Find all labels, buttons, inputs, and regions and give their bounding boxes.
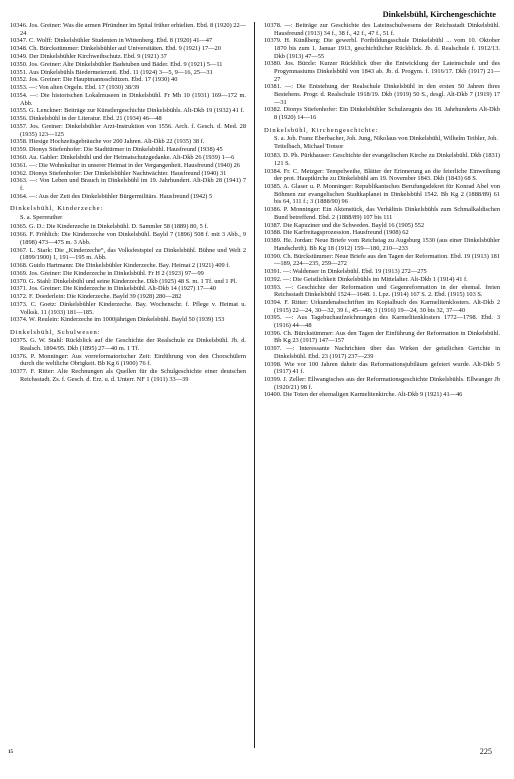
section-heading: Dinkelsbühl, Kinderzeche: bbox=[10, 205, 104, 213]
bibliography-entry: 10390. Ch. Bürckstümmer: Neue Briefe aus den Tagen der Reformation. Ebd. 19 (1913) 181—189, 224—235, 259—272 bbox=[264, 252, 500, 268]
section-see-also: S. a. Sperreuther bbox=[20, 213, 63, 221]
bibliography-entry: 10391. —: Waldenser in Dinkelsbühl. Ebd. 19 (1913) 272—275 bbox=[264, 267, 427, 275]
bibliography-entry: 10346. Jos. Greiner: Was die armen Pfründner im Spital früher erhielten. Ebd. 8 (1920) 22—24 bbox=[10, 22, 246, 37]
bibliography-entry: 10389. He. Jordan: Neue Briefe vom Reichstag zu Augsburg 1530 (aus einer Dinkelsbühler Handschrift). Bb Kg 18 (1912) 159—180, 210—233 bbox=[264, 237, 500, 252]
bibliography-entry: 10352. Jos. Greiner: Die Hauptmannsschützen. Ebd. 17 (1930) 40 bbox=[10, 76, 178, 84]
bibliography-entry: 10350. Jos. Greiner: Alte Dinkelsbühler Badstuben und Bäder. Ebd. 9 (1921) 5—11 bbox=[10, 60, 223, 68]
bibliography-entry: 10370. G. Stahl: Dinkelsbühl und seine Kinderzeche. Dkb (1925) 48 S. m. 1 Tf. und 1 Pl. bbox=[10, 277, 237, 285]
bibliography-entry: 10398. Wie vor 100 Jahren daheir das Reformationsjubiläum gefeiert wurde. Alt-Dkb 5 (1917) 41 f. bbox=[264, 360, 500, 376]
section-heading: Dinkelsbühl, Kirchengeschichte: bbox=[264, 126, 379, 134]
bibliography-entry: 10369. Jos. Greiner: Die Kinderzeche in Dinkelsbühl. Fr H 2 (1923) 97—99 bbox=[10, 269, 204, 277]
bibliography-entry: 10395. —: Aus Tagebuchaufzeichnungen des Karmelitenklosters 1772—1798. Ebd. 3 (1916) 44—48 bbox=[264, 314, 500, 329]
bibliography-entry: 10375. G. W. Stahl: Rückblick auf die Geschichte der Realschule zu Dinkelsbühl. Jb. d. Realsch. 1894/95. Dkb (1895) 27—40 m. 1 Tf. bbox=[10, 337, 246, 353]
entries-group bbox=[10, 337, 246, 383]
bibliography-entry: 10399. J. Zeller: Ellwangisches aus der Reformationsgeschichte Dinkelsbühls. Ellwanger Jb (1920/21) 98 f. bbox=[264, 375, 500, 391]
bibliography-entry: 10356. Dinkelsbühl in der Literatur. Ebd. 21 (1934) 46—48 bbox=[10, 115, 162, 123]
bibliography-entry: 10386. P. Monninger: Ein Aktenstück, das Verhältnis Dinkelsbühls zum Schmalkaldischen Bund betreffend. Ebd. 2 (1888/89) 107 bis 111 bbox=[264, 206, 500, 221]
section-see-also: S. a. Joh. Franz Eberbacher, Joh. Jung, Nikolaus von Dinkelsbühl, Wilhelm Teibler, Joh. Tettelbach, Michael Tonsor bbox=[274, 135, 498, 150]
entries-group bbox=[264, 152, 500, 399]
bibliography-entry: 10374. W. Reulein: Kinderzeche im 1000jährigen Dinkelsbühl. Bayld 50 (1939) 153 bbox=[10, 316, 225, 324]
bibliography-entry: 10376. P. Monninger: Aus vorreformatorischer Zeit: Einführung von den Chorschülern durch die weltliche Obrigkeit. Bb Kg 6 (1900) 76 f. bbox=[10, 352, 246, 368]
bibliography-entry: 10363. —: Von Leben und Brauch in Dinkelsbühl im 19. Jahrhundert. Alt-Dkb 28 (1941) 7 f. bbox=[10, 177, 246, 192]
bibliography-entry: 10361. —: Die Wohnkultur in unserer Heimat in der Vergangenheit. Hausfreund (1940) 26 bbox=[10, 161, 240, 169]
bibliography-entry: 10388. Die Karfreitagsprozession. Hausfreund (1908) 62 bbox=[264, 229, 409, 237]
bibliography-entry: 10400. Die Toten der ehemaligen Karmelitenkirche. Alt-Dkb 9 (1921) 41—46 bbox=[264, 391, 463, 399]
bibliography-entry: 10367. L. Stark: Die „Kinderzeche“, das Volksfestspiel zu Dinkelsbühl. Bühne und Welt 2 (1899/1900) 1, 191—195 m. Abb. bbox=[10, 246, 246, 262]
column-divider bbox=[254, 22, 255, 748]
entries-group bbox=[10, 223, 246, 324]
bibliography-entry: 10351. Aus Dinkelsbühls Biedermeierzeit. Ebd. 11 (1924) 3—5, 9—16, 25—31 bbox=[10, 68, 213, 76]
bibliography-entry: 10382. Dionys Stiefenhofer: Ein Dinkelsbühler Schulzeugnis des 18. Jahrhunderts Alt-Dkb 8 (1920) 14—16 bbox=[264, 106, 500, 122]
bibliography-entry: 10364. —: Aus der Zeit des Dinkelsbühler Bürgermilitärs. Hausfreund (1942) 5 bbox=[10, 192, 213, 200]
bibliography-entry: 10348. Ch. Bürckstümmer: Dinkelsbühler auf Universitäten. Ebd. 9 (1921) 17—20 bbox=[10, 45, 221, 53]
bibliography-entry: 10394. F. Ritter: Urkundenabschriften im Kopialbuch des Karmelitenklosters. Alt-Dkb 2 (1915) 22—24, 30—32, 39 f., 45—48; 3 (1916) 19—24, 30 bis 32, 37—40 bbox=[264, 298, 500, 314]
bibliography-entry: 10380. Jos. Bürzle: Kurzer Rückblick über die Entwicklung der Lateinschule und des Progymnasiums Dinkelsbühl von 1843 ab. Jb. d. Progym. f. 1916/17. Dkb (1917) 21—27 bbox=[264, 60, 500, 83]
bibliography-entry: 10397. —: Interessante Nachrichten über das Wirken der geistlichen Gerichte in Dinkelsbühl. Ebd. 23 (1917) 237—239 bbox=[264, 345, 500, 360]
page-number: 225 bbox=[479, 747, 492, 756]
bibliography-entry: 10357. Jos. Greiner: Dinkelsbühler Arzt-Instruktion von 1556. Arch. f. Gesch. d. Med. 28 (1935) 123—125 bbox=[10, 122, 246, 138]
bibliography-entry: 10355. G. Lenckner: Beiträge zur Künstlergeschichte Dinkelsbühls. Alt-Dkb 19 (1932) 41 f. bbox=[10, 107, 245, 115]
left-column bbox=[10, 22, 246, 384]
bibliography-entry: 10365. G. D.: Die Kinderzeche in Dinkelsbühl. D. Sammler 58 (1889) 80, 5 f. bbox=[10, 223, 209, 231]
bibliography-entry: 10354. —: Die historischen Lokalmuseen in Dinkelsbühl. Fr Mh 10 (1931) 169—172 m. Abb. bbox=[10, 91, 246, 107]
bibliography-entry: 10383. D. Ph. Pürkhauser: Geschichte der evangelischen Kirche zu Dinkelsbühl. Dkb (1831) 121 S. bbox=[264, 152, 500, 167]
bibliography-entry: 10387. Die Kapuziner und die Schweden. Bayld 16 (1905) 552 bbox=[264, 221, 425, 229]
signature-mark: 15 bbox=[8, 750, 13, 755]
running-head: Dinkelsbühl, Kirchengeschichte bbox=[382, 10, 496, 19]
bibliography-entry: 10360. Au. Gabler: Dinkelsbühl und der Heimatschutzgedanke. Alt-Dkb 26 (1939) 1—6 bbox=[10, 153, 235, 161]
entries-group bbox=[10, 22, 246, 200]
bibliography-entry: 10381. —: Die Entstehung der Realschule Dinkelsbühl in den ersten 50 Jahren ihres Bestehens. Progr. d. Realschule 1918/19. Dkb (1919) 50 S., desgl. Alt-Dkb 7 (1919) 17—31 bbox=[264, 83, 500, 106]
bibliography-entry: 10379. H. Künßberg: Die gewerbl. Fortbildungsschule Dinkelsbühl ... vom 10. Oktober 1870 bis zum 1. Januar 1913, geschichtlicher Rückblick. Jb. d. Realschule f. 1912/13. Dkb (1913) 47—55 bbox=[264, 37, 500, 60]
bibliography-entry: 10385. A. Glaser u. P. Monninger: Republikanisches Berufungsdekret für Konrad Abel von Böhmen zur evangelischen Stadtkaplanei in Dinkelsbühl 1542. Bb Kg 2 (1888/89) 61 bis 64, 111 f.; 3 (1888/90) 96 bbox=[264, 183, 500, 206]
bibliography-entry: 10371. Jos. Greiner: Die Kinderzeche in Dinkelsbühl. Alt-Dkb 14 (1927) 17—40 bbox=[10, 285, 216, 293]
entries-group bbox=[264, 22, 500, 122]
bibliography-entry: 10378. —: Beiträge zur Geschichte des Lateinschulwesens der Reichsstadt Dinkelsbühl. Hausfreund (1913) 34 f., 38 f., 42 f., 47 f., 51 f. bbox=[264, 22, 500, 37]
bibliography-entry: 10372. F. Doederlein: Die Kinderzeche. Bayld 39 (1928) 280—282 bbox=[10, 293, 182, 301]
bibliography-entry: 10358. Hiesige Hochzeitsgebräuche vor 200 Jahren. Alt-Dkb 22 (1935) 38 f. bbox=[10, 138, 205, 146]
bibliography-entry: 10368. Guido Hartmann: Die Dinkelsbühler Kinderzeche. Bay. Heimat 2 (1921) 409 f. bbox=[10, 262, 230, 270]
bibliography-entry: 10359. Dionys Stiefenhofer: Die Stadttürmer in Dinkelsbühl. Hausfreund (1938) 45 bbox=[10, 146, 223, 154]
bibliography-entry: 10384. Fr. C. Metzger: Tempelweihe, Blätter der Erinnerung an die feierliche Einweihung der prot. Hauptkirche zu Dinkelsbühl am 19. November 1843. Dkb (1843) 68 S. bbox=[264, 167, 500, 183]
bibliography-entry: 10393. —: Geschichte der Reformation und Gegenreformation in der ehemal. freien Reichsstadt Dinkelsbühl 1524—1648. 1. Lpz. (1914) 167 S. 2. Ebd. (1915) 103 S. bbox=[264, 283, 500, 299]
bibliography-entry: 10349. Der Dinkelsbühler Kirchweihschutz. Ebd. 9 (1921) 37 bbox=[10, 53, 167, 60]
bibliography-entry: 10362. Dionys Stiefenhofer: Der Dinkelsbühler Nachtwächter. Hausfreund (1940) 31 bbox=[10, 169, 227, 177]
bibliography-entry: 10396. Ch. Bürckstümmer: Aus den Tagen der Einführung der Reformation in Dinkelsbühl. Bb Kg 23 (1917) 147—157 bbox=[264, 329, 500, 345]
right-column bbox=[264, 22, 500, 399]
section-heading: Dinkelsbühl, Schulwesen: bbox=[10, 329, 101, 337]
bibliography-entry: 10353. —: Von alten Orgeln. Ebd. 17 (1930) 38/39 bbox=[10, 84, 140, 92]
bibliography-entry: 10377. F. Ritter: Alte Rechnungen als Quellen für die Schulgeschichte einer deutschen Reichsstadt. Zs. f. Gesch. d. Erz. u. d. Unterr. NF 1 (1911) 33—39 bbox=[10, 368, 246, 383]
bibliography-entry: 10373. C. Goetz: Dinkelsbühler Kinderzeche. Bay. Wochenschr. f. Pflege v. Heimat u. Volksk. 11 (1933) 181—185. bbox=[10, 301, 246, 316]
bibliography-entry: 10366. F. Fröhlich: Die Kinderzeche von Dinkelsbühl. Bayld 7 (1896) 508 f. mit 3 Abb., 9 (1898) 473—475 m. 3 Abb. bbox=[10, 231, 246, 246]
bibliography-entry: 10347. C. Wolff: Dinkelsbühler Studenten in Wittenberg. Ebd. 8 (1920) 41—47 bbox=[10, 37, 213, 45]
bibliography-entry: 10392. —: Die Geistlichkeit Dinkelsbühls im Mittelalter. Alt-Dkb 1 (1914) 41 f. bbox=[264, 275, 468, 283]
